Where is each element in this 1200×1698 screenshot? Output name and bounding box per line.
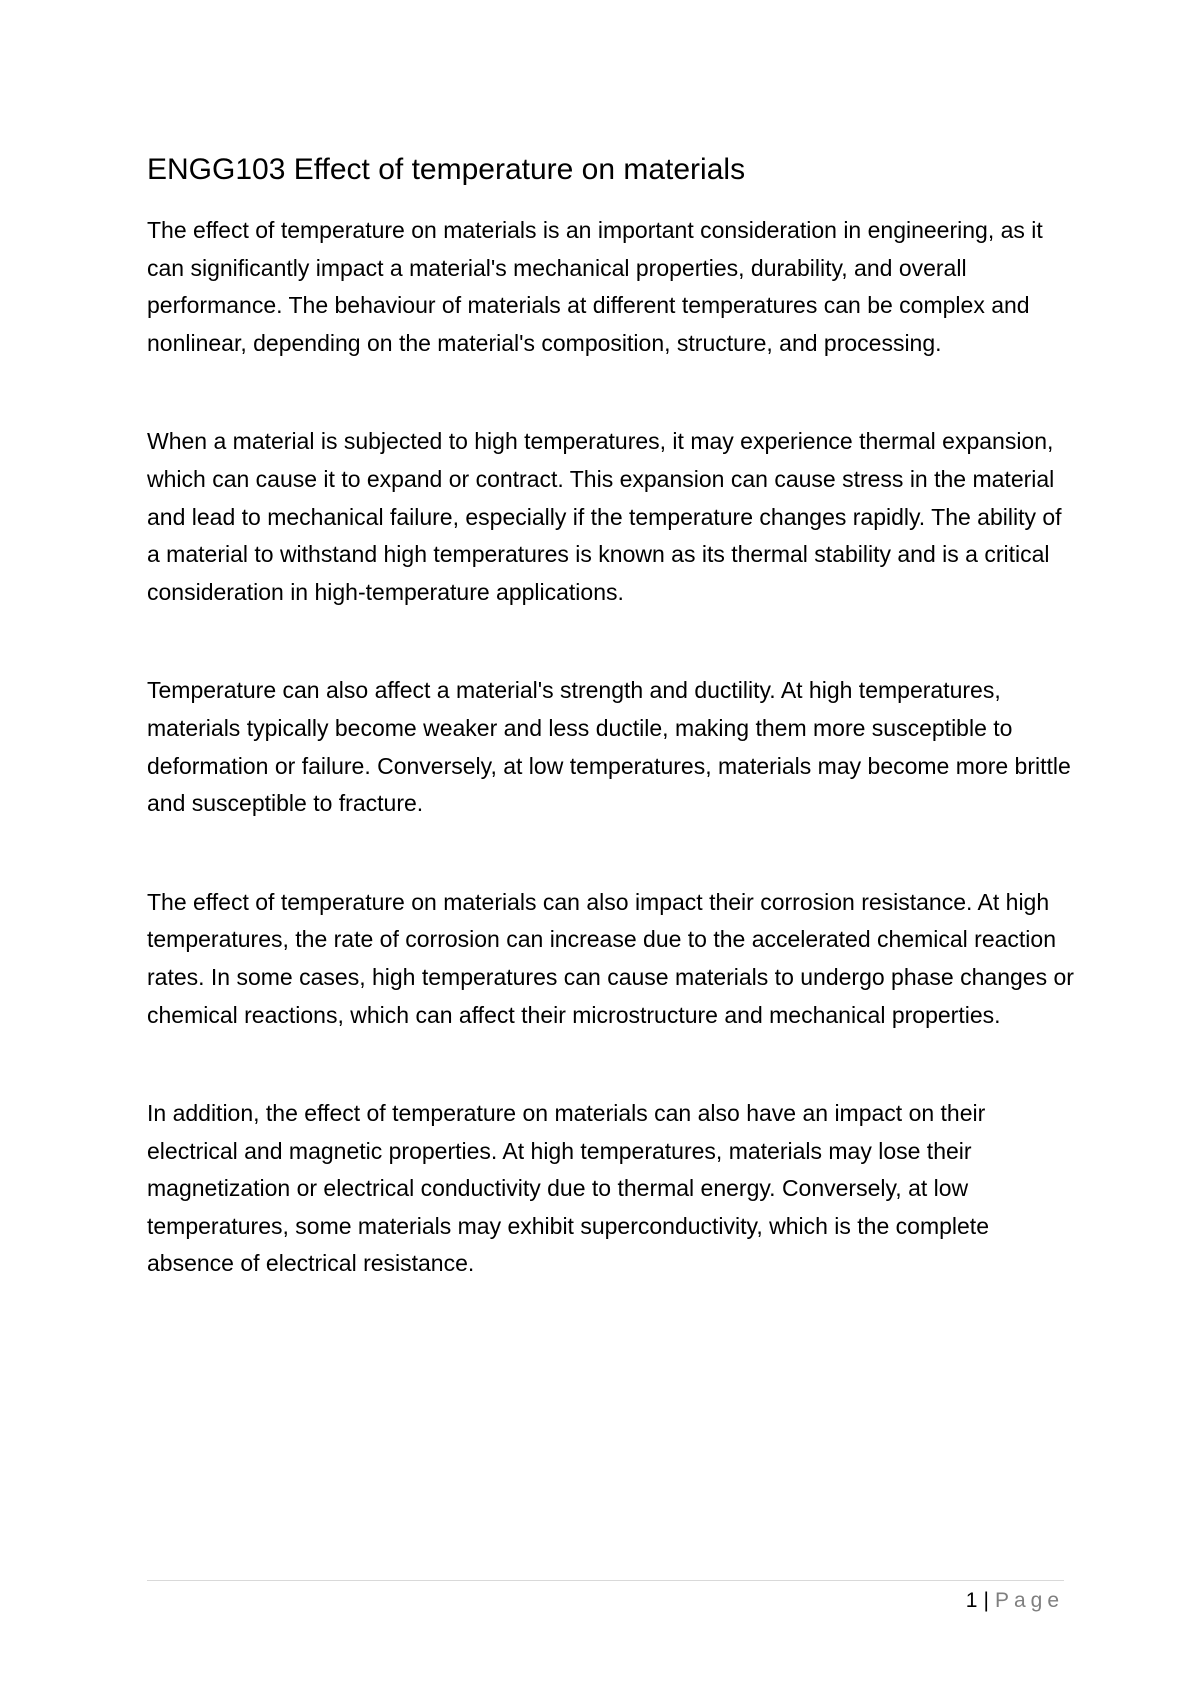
footer-page-label: Page xyxy=(994,1589,1064,1612)
paragraph-4: The effect of temperature on materials can also impact their corrosion resistance. At high temperatures, the rate of corrosion can increase due to the accelerated chemical reaction rates. In some cases, high temperatures can cause materials to undergo phase changes or chemical reactions, which can affect their microstructure and mechanical properties. xyxy=(147,888,1074,1028)
paragraph-5: In addition, the effect of temperature on materials can also have an impact on their electrical and magnetic properties. At high temperatures, materials may lose their magnetization or electrical conductivity due to thermal energy. Conversely, at low temperatures, some materials may exhibit superconductivity, which is the complete absence of electrical resistance. xyxy=(147,1100,989,1277)
paragraph-2: When a material is subjected to high temperatures, it may experience thermal expansion, which can cause it to expand or contract. This expansion can cause stress in the material and lead to mechanical failure, especially if the temperature changes rapidly. The ability of a material to withstand high temperatures is known as its thermal stability and is a critical consideration in high-temperature applications. xyxy=(147,428,1062,605)
document-title: ENGG103 Effect of temperature on materials xyxy=(147,153,746,186)
document-body xyxy=(147,150,1077,1344)
page-footer xyxy=(966,1588,1064,1614)
paragraph-3: Temperature can also affect a material's strength and ductility. At high temperatures, materials typically become weaker and less ductile, making them more susceptible to deformation or failure. Conversely, at low temperatures, materials may become more brittle and susceptible to fracture. xyxy=(147,677,1071,817)
footer-page-number: 1 xyxy=(965,1589,978,1612)
footer-divider xyxy=(147,1580,1064,1581)
paragraph-1: The effect of temperature on materials is an important consideration in engineering, as it can significantly impact a material's mechanical properties, durability, and overall performance. The behaviour of materials at different temperatures can be complex and nonlinear, depending on the material's composition, structure, and processing. xyxy=(147,217,1043,356)
footer-separator: | xyxy=(983,1589,989,1612)
